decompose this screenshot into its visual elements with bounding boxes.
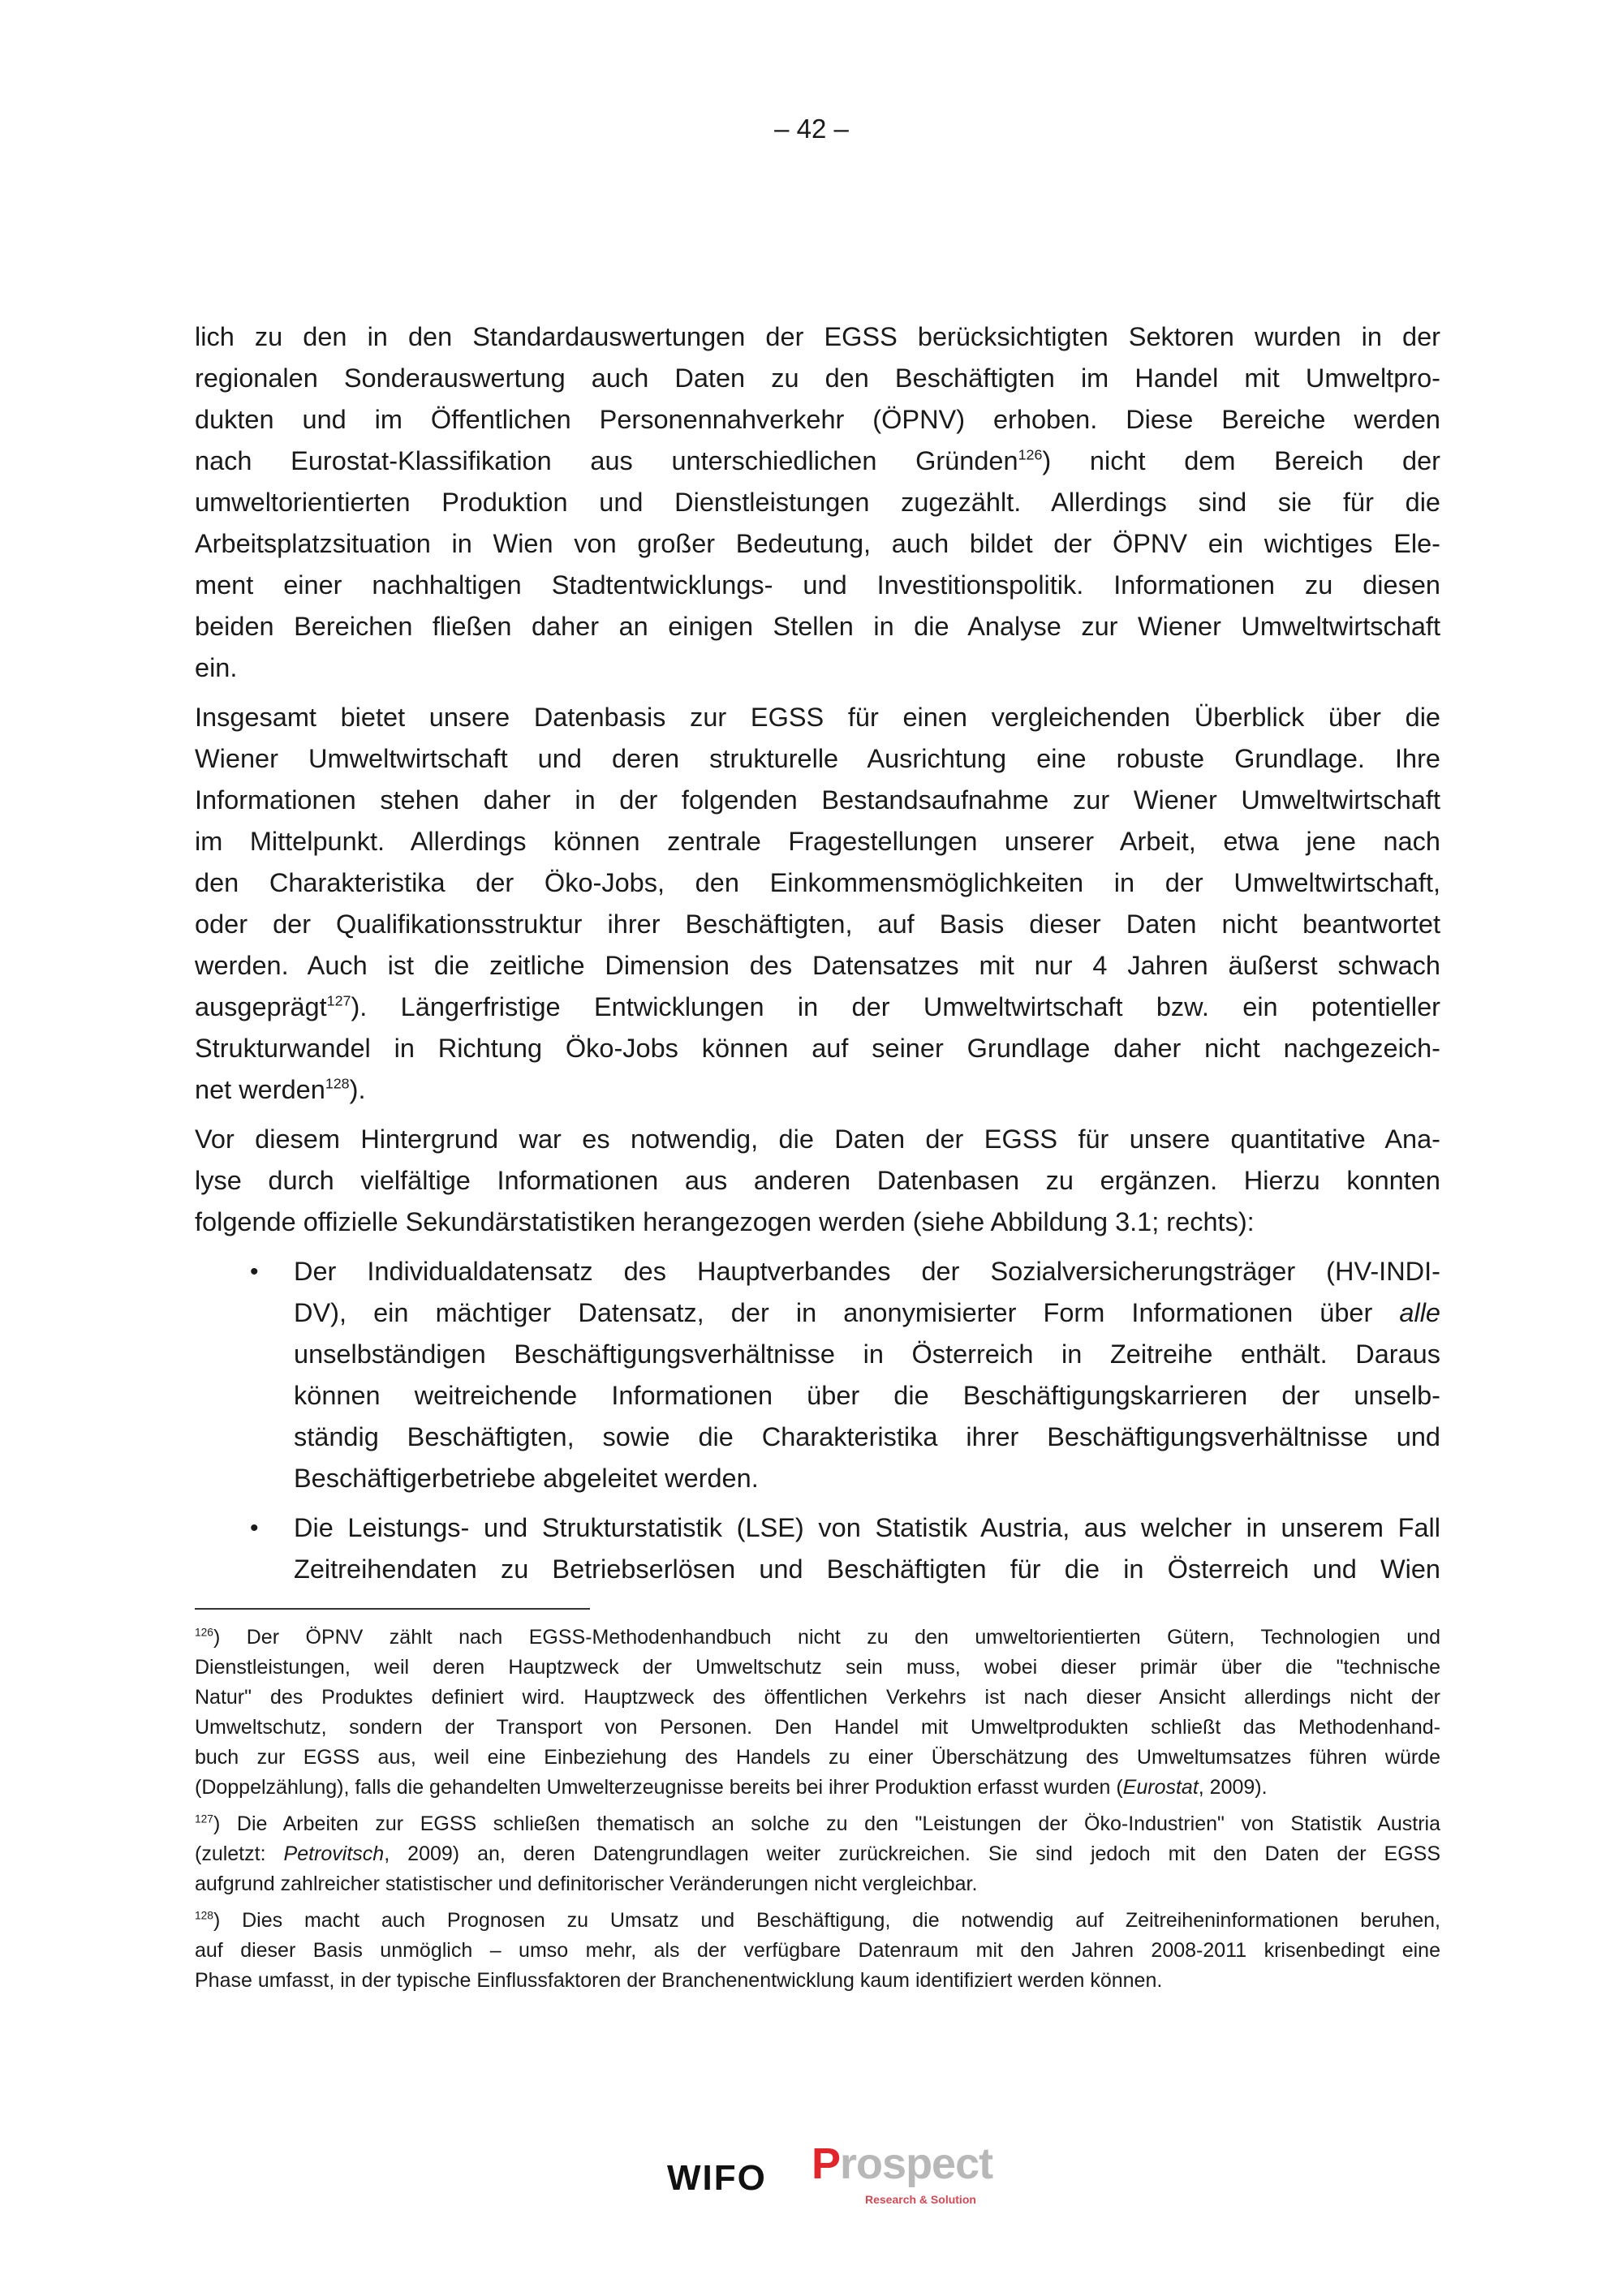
body-text [195,316,1440,1598]
text-line: dukten und im Öffentlichen Personennahverkehr (ÖPNV) erhoben. Diese Bereiche werden [195,405,1440,434]
footnote-ref: 128 [195,1909,213,1922]
prospect-logo-rest: rospect [840,2139,993,2188]
footnotes [195,1623,1440,2002]
emphasis: alle [1399,1298,1440,1327]
text-line: (zuletzt: Petrovitsch, 2009) an, deren Datengrundlagen weiter zurückreichen. Sie sind jedoch mit den Daten der EGSS [195,1842,1440,1865]
footnote [195,1906,1440,1996]
text-line: Wiener Umweltwirtschaft und deren strukturelle Ausrichtung eine robuste Grundlage. Ihre [195,744,1440,773]
text-line: folgende offizielle Sekundärstatistiken herangezogen werden (siehe Abbildung 3.1; rechts): [195,1207,1255,1236]
prospect-tagline: Research & Solution [865,2193,976,2206]
text-line: beiden Bereichen fließen daher an einigen Stellen in die Analyse zur Wiener Umweltwirtschaft [195,612,1440,641]
text-line: nach Eurostat-Klassifikation aus unterschiedlichen Gründen$^{126}$) nicht dem Bereich der [195,446,1441,475]
text-line: Informationen stehen daher in der folgenden Bestandsaufnahme zur Wiener Umweltwirtschaft [195,785,1440,815]
paragraph [195,1119,1440,1243]
text-line: buch zur EGSS aus, weil eine Einbeziehung des Handels zu einer Überschätzung des Umweltumsatzes führen würde [195,1746,1440,1769]
text-line: Umweltschutz, sondern der Transport von Personen. Den Handel mit Umweltprodukten schließt das Methodenhand- [195,1716,1440,1739]
emphasis: Eurostat [1122,1776,1199,1799]
text-line: lyse durch vielfältige Informationen aus anderen Datenbasen zu ergänzen. Hierzu konnten [195,1166,1440,1195]
text-line: werden. Auch ist die zeitliche Dimension des Datensatzes mit nur 4 Jahren äußerst schwach [195,951,1440,980]
wifo-logo: WIFO [667,2158,767,2198]
text-line: ein. [195,653,238,682]
bullet-icon: • [250,1515,259,1541]
footnote [195,1623,1440,1803]
text-line: regionalen Sonderauswertung auch Daten zu den Beschäftigten im Handel mit Umweltpro- [195,363,1440,393]
text-line: Die Leistungs- und Strukturstatistik (LSE) von Statistik Austria, aus welcher in unserem Fall [294,1513,1440,1542]
text-line: können weitreichende Informationen über die Beschäftigungskarrieren der unselb- [294,1381,1440,1410]
footer-logos [0,2139,1623,2223]
footnote [195,1809,1440,1899]
footnote-ref: 128 [325,1075,350,1092]
paragraph [195,316,1440,689]
bullet-item [195,1507,1440,1590]
footnote-ref: 127 [326,992,351,1009]
emphasis: Petrovitsch [283,1842,385,1865]
text-line: aufgrund zahlreicher statistischer und definitorischer Veränderungen nicht vergleichbar. [195,1872,978,1895]
prospect-logo-initial: P [812,2139,841,2188]
text-line: $^{127}$) Die Arbeiten zur EGSS schließen thematisch an solche zu den "Leistungen der Öko-Industrien" von Statistik Austria [195,1812,1440,1835]
footnote-ref: 127 [195,1812,213,1825]
text-line: Zeitreihendaten zu Betriebserlösen und Beschäftigten für die in Österreich und Wien [294,1554,1440,1584]
text-line: $^{126}$) Der ÖPNV zählt nach EGSS-Methodenhandbuch nicht zu den umweltorientierten Gütern, Technologien und [195,1626,1440,1649]
text-line: umweltorientierten Produktion und Dienstleistungen zugezählt. Allerdings sind sie für die [195,488,1440,517]
paragraph [195,697,1440,1111]
text-line: ständig Beschäftigten, sowie die Charakteristika ihrer Beschäftigungsverhältnisse und [294,1422,1440,1451]
text-line: Strukturwandel in Richtung Öko-Jobs können auf seiner Grundlage daher nicht nachgezeich- [195,1034,1440,1063]
text-line: Beschäftigerbetriebe abgeleitet werden. [294,1464,759,1493]
text-line: Arbeitsplatzsituation in Wien von großer Bedeutung, auch bildet der ÖPNV ein wichtiges Ele- [195,529,1440,558]
text-line: unselbständigen Beschäftigungsverhältnisse in Österreich in Zeitreihe enthält. Daraus [294,1339,1440,1369]
text-line: $^{128}$) Dies macht auch Prognosen zu Umsatz und Beschäftigung, die notwendig auf Zeitreiheninformationen beruhen, [195,1909,1440,1932]
footnote-ref: 126 [195,1626,213,1639]
text-line: Natur" des Produktes definiert wird. Hauptzweck des öffentlichen Verkehrs ist nach dieser Ansicht allerdings nicht der [195,1686,1440,1709]
text-line: ment einer nachhaltigen Stadtentwicklungs- und Investitionspolitik. Informationen zu diesen [195,570,1440,600]
text-line: den Charakteristika der Öko-Jobs, den Einkommensmöglichkeiten in der Umweltwirtschaft, [195,868,1440,897]
text-line: im Mittelpunkt. Allerdings können zentrale Fragestellungen unserer Arbeit, etwa jene nach [195,827,1440,856]
page-number: – 42 – [774,114,849,144]
text-line: (Doppelzählung), falls die gehandelten Umwelterzeugnisse bereits bei ihrer Produktion erfasst wurden (Eurostat, 2009). [195,1776,1268,1799]
text-line: lich zu den in den Standardauswertungen der EGSS berücksichtigten Sektoren wurden in der [195,322,1440,351]
text-line: oder der Qualifikationsstruktur ihrer Beschäftigten, auf Basis dieser Daten nicht beantwortet [195,909,1440,939]
footnote-ref: 126 [1018,446,1043,463]
text-line: auf dieser Basis unmöglich – umso mehr, als der verfügbare Datenraum mit den Jahren 2008-2011 krisenbedingt eine [195,1939,1440,1962]
prospect-logo [812,2139,998,2215]
text-line: net werden$^{128}$). [195,1075,366,1104]
bullet-item [195,1251,1440,1499]
text-line: Dienstleistungen, weil deren Hauptzweck der Umweltschutz sein muss, wobei dieser primär über die "technische [195,1656,1440,1679]
text-line: Insgesamt bietet unsere Datenbasis zur EGSS für einen vergleichenden Überblick über die [195,703,1440,732]
bullet-icon: • [250,1258,259,1285]
text-line: ausgeprägt$^{127}$). Längerfristige Entwicklungen in der Umweltwirtschaft bzw. ein potentieller [195,992,1440,1021]
footnote-separator [195,1608,590,1610]
text-line: Der Individualdatensatz des Hauptverbandes der Sozialversicherungsträger (HV-INDI- [294,1257,1440,1286]
text-line: Phase umfasst, in der typische Einflussfaktoren der Branchenentwicklung kaum identifiziert werden können. [195,1969,1163,1992]
text-line: DV), ein mächtiger Datensatz, der in anonymisierter Form Informationen über alle [294,1298,1440,1327]
text-line: Vor diesem Hintergrund war es notwendig, die Daten der EGSS für unsere quantitative Ana- [195,1124,1440,1154]
